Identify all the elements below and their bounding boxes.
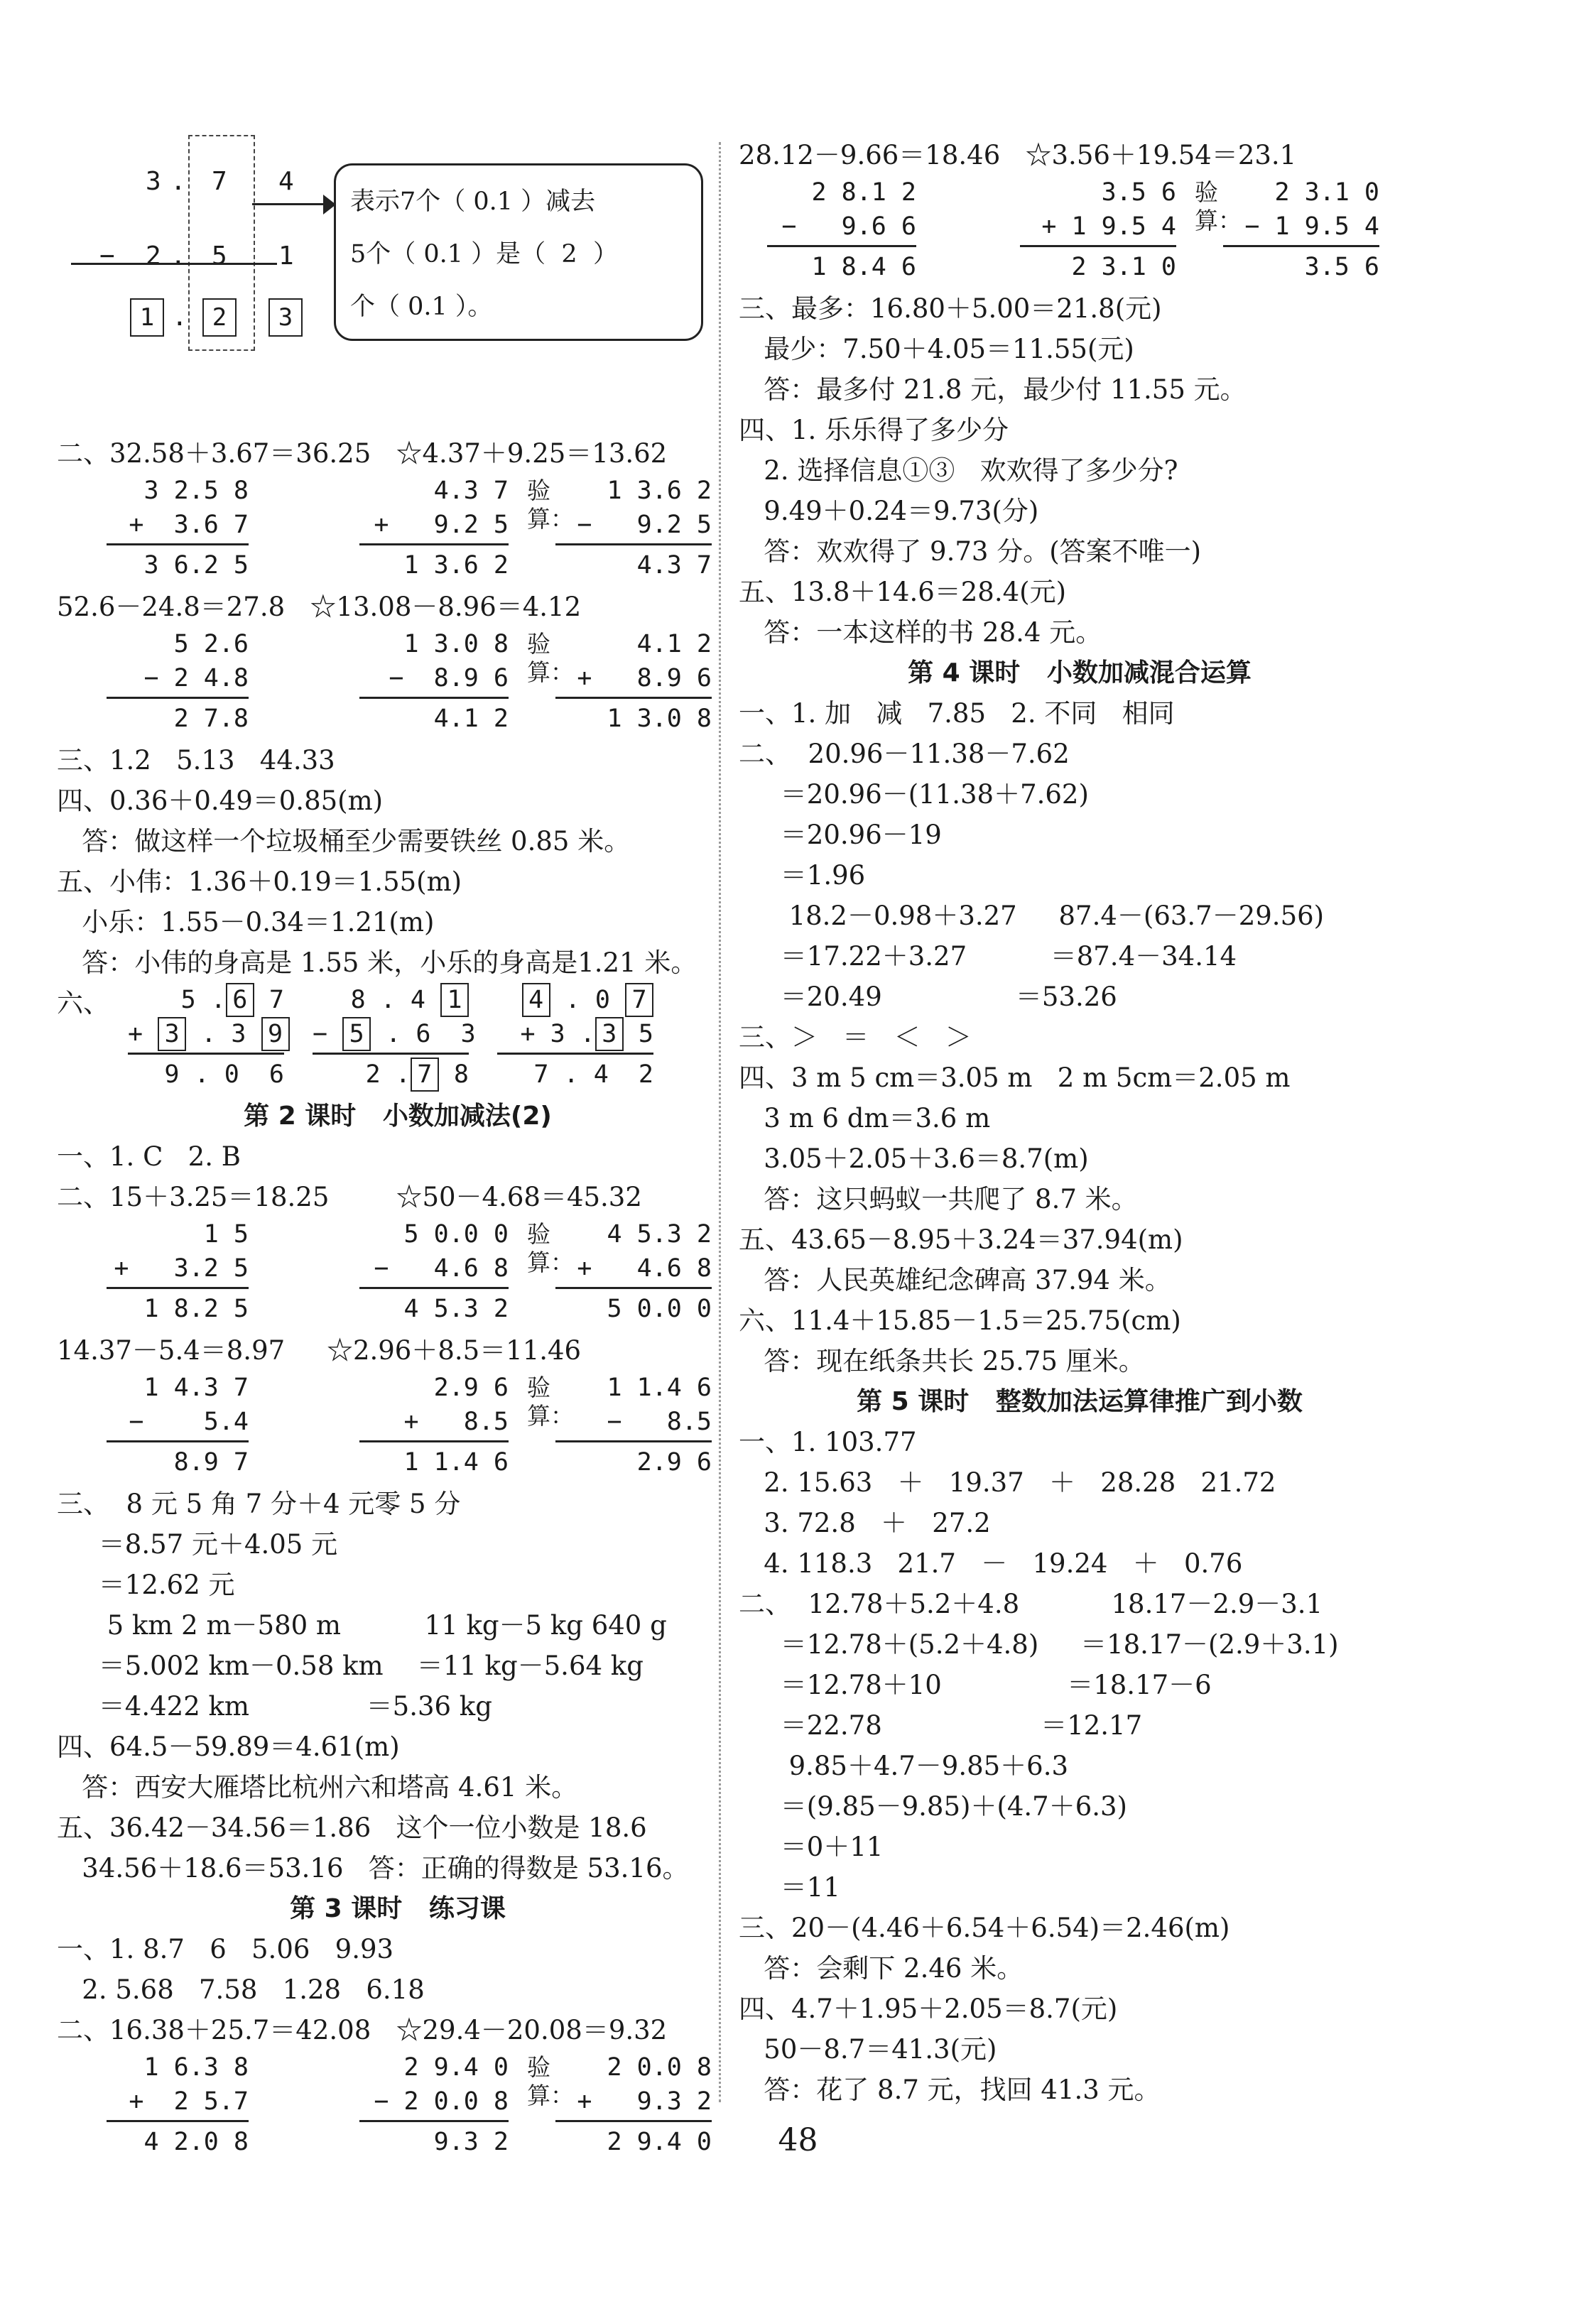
- text-line: 五、43.65－8.95＋3.24＝37.94(m): [739, 1224, 1183, 1255]
- vertical-calc: [107, 627, 249, 736]
- text-line: 答：一本这样的书 28.4 元。: [739, 617, 1102, 648]
- calc-result: 2.9 6: [636, 1448, 712, 1477]
- rule-line: [71, 263, 277, 265]
- answer-box: 3: [595, 1017, 624, 1051]
- calc-rule: [107, 1287, 249, 1289]
- calc-row: 2 8.1 2: [811, 178, 916, 207]
- calc-row: 5 0.0 0: [403, 1220, 509, 1249]
- calc-row: [313, 1017, 476, 1051]
- calc-row: + 8.5: [403, 1408, 509, 1436]
- text-line: 2. 选择信息①③ 欢欢得了多少分?: [739, 455, 1178, 486]
- text-line: 六、11.4＋15.85－1.5＝25.75(cm): [739, 1305, 1181, 1336]
- digits: . 6 3: [371, 1020, 476, 1048]
- answer-box: 1: [440, 983, 469, 1017]
- digit: 2: [146, 241, 161, 271]
- text-line: 34.56＋18.6＝53.16 答：正确的得数是 53.16。: [57, 1853, 689, 1884]
- text-line: 四、0.36＋0.49＝0.85(m): [57, 786, 384, 816]
- text-line: 5 km 2 m－580 m 11 kg－5 kg 640 g: [57, 1610, 667, 1641]
- subtraction-diagram: [57, 135, 739, 433]
- calc-rule: [107, 1440, 249, 1442]
- verify-calc: [527, 1217, 712, 1326]
- calc-rule: [555, 697, 712, 699]
- text-line: ＝8.57 元＋4.05 元: [57, 1529, 338, 1560]
- calc-rule: [359, 1440, 509, 1442]
- answer-box: 3: [268, 298, 303, 337]
- calc-rule: [1020, 245, 1176, 247]
- calc-rule: [555, 1440, 712, 1442]
- calc-rule: [107, 543, 249, 545]
- text-line: ＝5.002 km－0.58 km ＝11 kg－5.64 kg: [57, 1651, 644, 1681]
- answer-box: 7: [625, 983, 653, 1017]
- calc-result: 4.3 7: [636, 551, 712, 580]
- calc-result: 1 8.4 6: [811, 253, 916, 281]
- calc-row: − 9.2 5: [577, 511, 712, 539]
- calc-row: + 4.6 8: [577, 1254, 712, 1283]
- text-line: ＝12.78＋10 ＝18.17－6: [739, 1670, 1212, 1700]
- vertical-calc: [359, 474, 509, 582]
- vertical-calc: [555, 474, 712, 582]
- calc-row: 1 3.0 8: [403, 630, 509, 658]
- calc-row: + 9.2 5: [374, 511, 509, 539]
- verify-calc: [527, 627, 712, 736]
- arrow-line: [252, 203, 332, 205]
- digit: 3: [146, 167, 161, 196]
- vertical-calcs: [57, 1217, 739, 1326]
- calc-result: 8.9 7: [173, 1448, 249, 1477]
- calc-row: − 5.4: [129, 1408, 249, 1436]
- vertical-calc: [359, 1371, 509, 1479]
- calc-row: 2 3.1 0: [1274, 178, 1379, 207]
- callout-line: 表示7个（ 0.1 ）减去: [350, 187, 596, 216]
- calc-rule: [128, 1053, 284, 1055]
- digit: .: [172, 303, 188, 332]
- answer-box: 4: [522, 983, 550, 1017]
- text-line: 三、20－(4.46＋6.54＋6.54)＝2.46(m): [739, 1913, 1230, 1943]
- text-line: 三、＞ ＝ ＜ ＞: [739, 1022, 972, 1053]
- text-line: 答：最多付 21.8 元，最少付 11.55 元。: [739, 374, 1247, 405]
- calc-row: + 1 9.5 4: [1041, 212, 1176, 241]
- text-line: ＝17.22＋3.27 ＝87.4－34.14: [739, 941, 1237, 972]
- calc-row: + 9.3 2: [577, 2087, 712, 2116]
- text-line: 3 m 6 dm＝3.6 m: [739, 1103, 991, 1134]
- text-line: ＝12.62 元: [57, 1570, 235, 1600]
- calc-row: [497, 1017, 653, 1051]
- page-number: 48: [778, 2122, 818, 2158]
- calc-result: 4 2.0 8: [143, 2128, 249, 2156]
- calc-row: [497, 983, 653, 1017]
- calc-rule: [107, 697, 249, 699]
- verify-label: 验算：: [527, 2053, 574, 2109]
- verify-calc: [527, 1371, 712, 1479]
- calc-result: 9.3 2: [433, 2128, 509, 2156]
- text-line: 二、32.58＋3.67＝36.25 ☆4.37＋9.25＝13.62: [57, 438, 668, 469]
- calc-rule: [359, 543, 509, 545]
- text-line: ＝4.422 km ＝5.36 kg: [57, 1691, 492, 1722]
- calc-rule: [359, 697, 509, 699]
- vertical-calc: [555, 1217, 712, 1326]
- calc-row: − 2 4.8: [143, 664, 249, 692]
- text-line: 答：现在纸条共长 25.75 厘米。: [739, 1346, 1145, 1376]
- digit: 4: [278, 167, 294, 196]
- text-line: 28.12－9.66＝18.46 ☆3.56＋19.54＝23.1: [739, 140, 1297, 170]
- calc-result: 2 7.8: [173, 705, 249, 733]
- text-line: 2. 5.68 7.58 1.28 6.18: [57, 1974, 425, 2005]
- digit: 1: [278, 241, 294, 271]
- text-line: 小乐：1.55－0.34＝1.21(m): [57, 907, 435, 937]
- text-line: 四、1. 乐乐得了多少分: [739, 415, 1009, 445]
- digit: .: [170, 167, 186, 196]
- vertical-calc: [107, 1371, 249, 1479]
- digits: . 3: [186, 1020, 261, 1048]
- calc-result: [313, 1058, 469, 1092]
- vertical-calc: [767, 175, 916, 284]
- text-line: 五、13.8＋14.6＝28.4(元): [739, 577, 1067, 607]
- verify-label: 验算：: [1195, 178, 1242, 234]
- lesson-title: 第 5 课时 整数加法运算律推广到小数: [857, 1387, 1303, 1416]
- text-line: 答：人民英雄纪念碑高 37.94 米。: [739, 1265, 1171, 1295]
- calc-row: 2 0.0 8: [607, 2053, 712, 2082]
- answer-box: 6: [226, 983, 254, 1017]
- text-line: 9.49＋0.24＝9.73(分): [739, 496, 1039, 526]
- text-line: 2. 15.63 ＋ 19.37 ＋ 28.28 21.72: [739, 1467, 1276, 1498]
- calc-row: + 3.6 7: [129, 511, 249, 539]
- calc-row: 1 5: [203, 1220, 249, 1249]
- digits: + 3 .: [520, 1020, 595, 1048]
- text-line: ＝11: [739, 1872, 840, 1903]
- calc-row: 3 2.5 8: [143, 477, 249, 505]
- verify-calc: [527, 474, 712, 582]
- digit: 7: [212, 167, 227, 196]
- digits: . 0: [550, 986, 625, 1014]
- text-line: 五、小伟：1.36＋0.19＝1.55(m): [57, 866, 462, 897]
- calc-result: 1 3.6 2: [403, 551, 509, 580]
- digits: 2 .: [365, 1060, 411, 1089]
- calc-row: 1 4.3 7: [143, 1374, 249, 1402]
- text-line: 二、16.38＋25.7＝42.08 ☆29.4－20.08＝9.32: [57, 2015, 668, 2045]
- answer-box: 5: [342, 1017, 371, 1051]
- calc-row: 3.5 6: [1101, 178, 1176, 207]
- digits: −: [313, 1020, 343, 1048]
- text-line: ＝20.49 ＝53.26: [739, 982, 1117, 1012]
- text-line: ＝12.78＋(5.2＋4.8) ＝18.17－(2.9＋3.1): [739, 1629, 1339, 1660]
- boxed-calc: [313, 983, 476, 1092]
- text-line: 二、15＋3.25＝18.25 ☆50－4.68＝45.32: [57, 1182, 642, 1212]
- calc-row: 4 5.3 2: [607, 1220, 712, 1249]
- calc-row: [128, 983, 284, 1017]
- answer-box: 9: [261, 1017, 290, 1051]
- boxed-calcs: [57, 983, 739, 1092]
- text-line: 一、1. C 2. B: [57, 1141, 241, 1172]
- text-line: 4. 118.3 21.7 － 19.24 ＋ 0.76: [739, 1548, 1243, 1579]
- vertical-calc: [1020, 175, 1176, 284]
- text-line: 3.05＋2.05＋3.6＝8.7(m): [739, 1143, 1089, 1174]
- text-line: 四、4.7＋1.95＋2.05＝8.7(元): [739, 1994, 1118, 2024]
- calc-row: 2.9 6: [433, 1374, 509, 1402]
- answer-box: 7: [411, 1058, 439, 1092]
- calc-result: 5 0.0 0: [607, 1295, 712, 1323]
- calc-row: 1 1.4 6: [607, 1374, 712, 1402]
- calc-rule: [1223, 245, 1379, 247]
- verify-label: 验算：: [527, 1220, 574, 1276]
- text-line: 二、 20.96－11.38－7.62: [739, 739, 1070, 769]
- text-line: 答：花了 8.7 元，找回 41.3 元。: [739, 2075, 1161, 2105]
- vertical-calc: [1223, 175, 1379, 284]
- text-line: 一、1. 103.77: [739, 1427, 917, 1457]
- calc-row: + 2 5.7: [129, 2087, 249, 2116]
- calc-row: 1 3.6 2: [607, 477, 712, 505]
- text-line: 一、1. 8.7 6 5.06 9.93: [57, 1934, 394, 1964]
- text-line: 答：欢欢得了 9.73 分。(答案不唯一): [739, 536, 1202, 567]
- digit: 5: [212, 241, 227, 271]
- calc-result: 3 6.2 5: [143, 551, 249, 580]
- text-line: 答：做这样一个垃圾桶至少需要铁丝 0.85 米。: [57, 826, 631, 857]
- verify-calc: [1195, 175, 1379, 284]
- calc-row: 4.3 7: [433, 477, 509, 505]
- answer-box: 3: [158, 1017, 186, 1051]
- text-line: ＝(9.85－9.85)＋(4.7＋6.3): [739, 1791, 1127, 1822]
- explanation-callout: [334, 163, 703, 341]
- vertical-calc: [359, 627, 509, 736]
- calc-row: [128, 1017, 284, 1051]
- text-line: ＝22.78 ＝12.17: [739, 1710, 1143, 1741]
- digits: +: [128, 1020, 158, 1048]
- vertical-calcs: [57, 627, 739, 736]
- text-line: ＝20.96－19: [739, 820, 942, 850]
- section-label: 六、: [57, 988, 109, 1018]
- vertical-calc: [107, 1217, 249, 1326]
- lesson-title: 第 2 课时 小数加减法(2): [244, 1102, 552, 1131]
- text-line: 50－8.7＝41.3(元): [739, 2034, 997, 2065]
- text-line: 答：会剩下 2.46 米。: [739, 1953, 1024, 1984]
- calc-rule: [555, 543, 712, 545]
- calc-row: + 3.2 5: [114, 1254, 249, 1283]
- calc-rule: [767, 245, 916, 247]
- calc-result: 3.5 6: [1304, 253, 1379, 281]
- text-line: ＝1.96: [739, 860, 866, 891]
- calc-rule: [313, 1053, 469, 1055]
- calc-row: − 8.5: [607, 1408, 712, 1436]
- callout-line: 个（ 0.1 ）。: [350, 293, 493, 321]
- answer-box: 2: [202, 298, 237, 337]
- calc-row: − 4.6 8: [374, 1254, 509, 1283]
- calc-row: − 2 0.0 8: [374, 2087, 509, 2116]
- calc-result: 4 5.3 2: [403, 1295, 509, 1323]
- digit: −: [99, 241, 115, 271]
- digits: 7: [254, 986, 284, 1014]
- lesson-title: 第 4 课时 小数加减混合运算: [908, 658, 1252, 687]
- text-line: 四、3 m 5 cm＝3.05 m 2 m 5cm＝2.05 m: [739, 1062, 1291, 1093]
- left-column: [57, 135, 739, 2163]
- calc-rule: [497, 1053, 653, 1055]
- text-line: 一、1. 加 减 7.85 2. 不同 相同: [739, 698, 1175, 729]
- answer-box: 1: [130, 298, 164, 337]
- calc-result: 4.1 2: [433, 705, 509, 733]
- text-line: 二、 12.78＋5.2＋4.8 18.17－2.9－3.1: [739, 1589, 1323, 1619]
- calc-result: 2 9.4 0: [607, 2128, 712, 2156]
- right-column: [739, 135, 1421, 2110]
- text-line: 答：小伟的身高是 1.55 米，小乐的身高是1.21 米。: [57, 947, 697, 978]
- text-line: 三、 8 元 5 角 7 分＋4 元零 5 分: [57, 1489, 461, 1519]
- calc-row: [313, 983, 469, 1017]
- text-line: 14.37－5.4＝8.97 ☆2.96＋8.5＝11.46: [57, 1335, 582, 1366]
- text-line: ＝0＋11: [739, 1832, 884, 1862]
- text-line: 四、64.5－59.89＝4.61(m): [57, 1732, 400, 1762]
- vertical-calcs: [57, 1371, 739, 1479]
- calc-result: 1 1.4 6: [403, 1448, 509, 1477]
- calc-row: 5 2.6: [173, 630, 249, 658]
- digits: 8 . 4: [350, 986, 440, 1014]
- calc-row: − 8.9 6: [389, 664, 509, 692]
- calc-rule: [555, 1287, 712, 1289]
- text-line: 9.85＋4.7－9.85＋6.3: [739, 1751, 1069, 1781]
- text-line: 最少：7.50＋4.05＝11.55(元): [739, 334, 1134, 364]
- text-line: 三、1.2 5.13 44.33: [57, 745, 335, 776]
- text-line: 18.2－0.98＋3.27 87.4－(63.7－29.56): [739, 901, 1325, 931]
- boxed-calc: [128, 983, 284, 1092]
- digits: 5: [623, 1020, 653, 1048]
- text-line: ＝20.96－(11.38＋7.62): [739, 779, 1089, 810]
- calc-result: 1 8.2 5: [143, 1295, 249, 1323]
- vertical-calc: [107, 474, 249, 582]
- vertical-calc: [555, 1371, 712, 1479]
- vertical-calcs: [57, 474, 739, 582]
- calc-result: 2 3.1 0: [1071, 253, 1176, 281]
- text-line: 答：西安大雁塔比杭州六和塔高 4.61 米。: [57, 1772, 578, 1803]
- calc-row: 4.1 2: [636, 630, 712, 658]
- calc-result: 7 . 4 2: [533, 1060, 653, 1089]
- verify-label: 验算：: [527, 477, 574, 533]
- text-line: 52.6－24.8＝27.8 ☆13.08－8.96＝4.12: [57, 592, 582, 622]
- calc-row: 2 9.4 0: [403, 2053, 509, 2082]
- calc-row: 1 6.3 8: [143, 2053, 249, 2082]
- calc-row: − 1 9.5 4: [1244, 212, 1379, 241]
- vertical-calcs: [739, 175, 1421, 284]
- lesson-title: 第 3 课时 练习课: [290, 1894, 506, 1923]
- callout-line: 5个（ 0.1 ）是（ 2 ）: [350, 240, 618, 268]
- calc-result: 1 3.0 8: [607, 705, 712, 733]
- vertical-calc: [555, 627, 712, 736]
- digits: 5 .: [180, 986, 226, 1014]
- verify-label: 验算：: [527, 630, 574, 686]
- calc-row: − 9.6 6: [781, 212, 916, 241]
- text-line: 答：这只蚂蚁一共爬了 8.7 米。: [739, 1184, 1138, 1214]
- vertical-calc: [359, 1217, 509, 1326]
- boxed-calc: [497, 983, 653, 1092]
- digit: .: [170, 241, 186, 271]
- calc-row: + 8.9 6: [577, 664, 712, 692]
- digits: 8: [438, 1060, 469, 1089]
- text-line: 五、36.42－34.56＝1.86 这个一位小数是 18.6: [57, 1812, 647, 1843]
- text-line: 三、最多：16.80＋5.00＝21.8(元): [739, 293, 1162, 324]
- text-line: 3. 72.8 ＋ 27.2: [739, 1508, 991, 1538]
- verify-label: 验算：: [527, 1374, 574, 1430]
- calc-rule: [359, 1287, 509, 1289]
- calc-result: 9 . 0 6: [164, 1060, 284, 1089]
